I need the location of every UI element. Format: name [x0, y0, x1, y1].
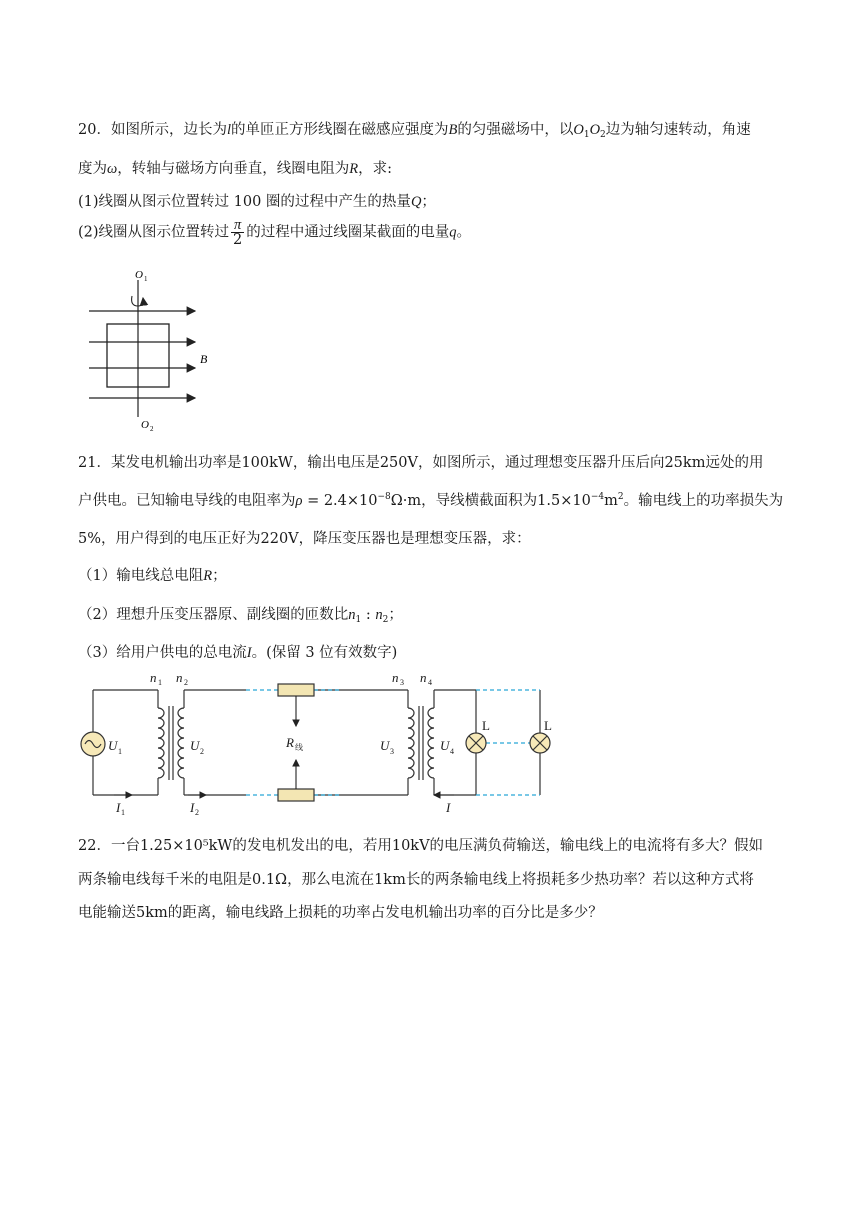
q22-line-3: 电能输送5km的距离，输电线路上损耗的功率占发电机输出功率的百分比是多少？ — [78, 905, 603, 921]
transmission-circuit-figure — [78, 668, 568, 818]
label-n2-sub: 2 — [184, 678, 188, 687]
coil-in-field-figure — [80, 262, 230, 434]
label-U4-sub: 4 — [450, 747, 454, 756]
label-U2: U — [190, 738, 200, 753]
label-L2: L — [544, 718, 552, 733]
label-n2: n — [176, 670, 183, 685]
label-n1-sub: 1 — [158, 678, 162, 687]
label-U3-sub: 3 — [390, 747, 394, 756]
label-R-line-sub: 线 — [295, 743, 303, 752]
label-I1-sub: 1 — [121, 808, 125, 817]
label-n3: n — [392, 670, 399, 685]
axis-label-O2-sub: 2 — [150, 425, 154, 433]
label-I: I — [446, 800, 451, 815]
q21-part-3: （3）给用户供电的总电流I。(保留 3 位有效数字) — [78, 645, 398, 661]
label-U4: U — [440, 738, 450, 753]
label-U1-sub: 1 — [118, 747, 122, 756]
q21-part-1: （1）输电线总电阻R； — [78, 568, 227, 584]
q21-line-1: 21．某发电机输出功率是100kW，输出电压是250V，如图所示，通过理想变压器升压后向25km远处的用 — [78, 455, 764, 471]
q20-part-2: (2)线圈从图示位置转过 $\frac{\pi}{2}$ 的过程中通过线圈某截面的电量q。 — [78, 217, 472, 248]
label-U3: U — [380, 738, 390, 753]
label-I2: I — [190, 800, 195, 815]
label-n3-sub: 3 — [400, 678, 404, 687]
resistor-top — [278, 684, 314, 696]
q22-line-2: 两条输电线每千米的电阻是0.1Ω，那么电流在1km长的两条输电线上将损耗多少热功率？若以这种方式将 — [78, 872, 754, 888]
q21-line-2: 户供电。已知输电导线的电阻率为$\rho = 2.4\times 10^{-8}\Omega\cdot m$，导线横截面积为$1.5\times 10^{-4}m^2$。输电线上的功率损失为 — [78, 492, 784, 509]
label-R-line: R — [286, 735, 294, 750]
label-n1: n — [150, 670, 157, 685]
q20-line-1: 20．如图所示，边长为l的单匝正方形线圈在磁感应强度为B的匀强磁场中，以$O_1O_2$边为轴匀速转动，角速 — [78, 122, 751, 140]
lamp-icon — [530, 733, 550, 753]
q21-part-2: （2）理想升压变压器原、副线圈的匝数比$n_1$ : $n_2$； — [78, 607, 403, 625]
label-U1: U — [108, 738, 118, 753]
ac-source-icon — [81, 732, 105, 756]
field-label-B: B — [200, 352, 208, 366]
axis-label-O2: O — [141, 419, 149, 431]
axis-label-O1-sub: 1 — [144, 275, 148, 283]
resistor-bottom — [278, 789, 314, 801]
label-L1: L — [482, 718, 490, 733]
label-U2-sub: 2 — [200, 747, 204, 756]
q20-part-1: (1)线圈从图示位置转过 100 圈的过程中产生的热量Q； — [78, 194, 436, 210]
q21-line-3: 5%，用户得到的电压正好为220V，降压变压器也是理想变压器，求： — [78, 531, 531, 547]
label-n4: n — [420, 670, 427, 685]
pi-over-two-fraction: $\frac{\pi}{2}$ — [233, 217, 243, 248]
q20-line-2: 度为ω，转轴与磁场方向垂直，线圈电阻为R，求: — [78, 161, 392, 177]
q22-line-1: 22．一台1.25×10⁵kW的发电机发出的电，若用10kV的电压满负荷输送，输电线上的电流将有多大？假如 — [78, 838, 764, 854]
label-I1: I — [116, 800, 121, 815]
lamp-icon — [466, 733, 486, 753]
label-I2-sub: 2 — [195, 808, 199, 817]
axis-label-O1: O — [135, 269, 143, 281]
label-n4-sub: 4 — [428, 678, 432, 687]
